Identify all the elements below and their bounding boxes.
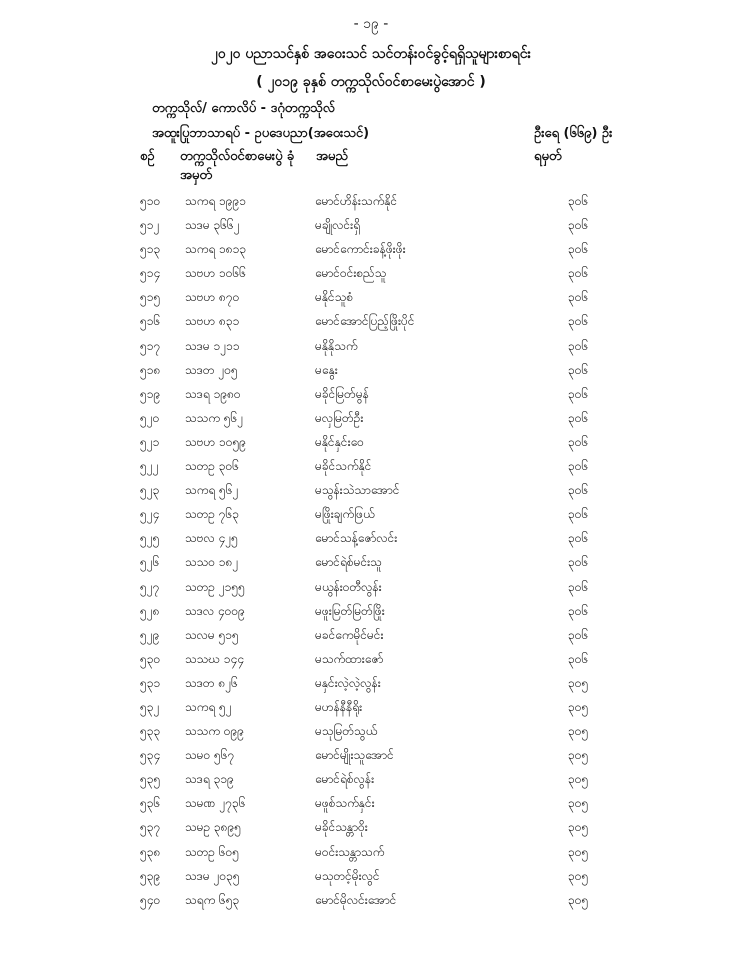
marks-value: ၃၀၅	[568, 724, 589, 739]
table-row	[0, 264, 742, 288]
table-row	[0, 674, 742, 698]
total-count-label: ဦးရေ (၆၆၉) ဦး	[534, 126, 613, 141]
student-name: မောင်ရဲစ်လွန်း	[315, 772, 375, 787]
row-number: ၅၃၅	[140, 772, 161, 787]
roll-number: သဒတ ၂၀၅	[185, 362, 238, 377]
row-number: ၅၃၈	[140, 844, 161, 859]
roll-number: သဒလ ၄၀၀၉	[185, 603, 245, 618]
row-number: ၅၁၃	[140, 242, 161, 257]
row-number: ၅၂၆	[140, 555, 160, 570]
row-number: ၅၂၇	[140, 579, 160, 594]
student-name: မဖြိုးချက်ဖြယ်	[315, 507, 375, 522]
row-number: ၅၁၇	[140, 338, 161, 353]
row-number: ၅၁၄	[140, 266, 161, 281]
page-number: - ၁၉ -	[353, 16, 389, 32]
roll-number: သဗဟ ၁၀၅၉	[185, 434, 247, 449]
marks-value: ၃၀၆	[568, 507, 589, 522]
row-number: ၅၂၈	[140, 603, 160, 618]
marks-value: ၃၀၆	[568, 434, 589, 449]
university-label: တက္ကသိုလ်/ ကောလိပ် - ဒဂုံတက္ကသိုလ်	[152, 101, 335, 116]
row-number: ၅၁၉	[140, 386, 161, 401]
roll-number: သသဝ ၁၈၂	[185, 555, 239, 570]
marks-value: ၃၀၆	[568, 386, 589, 401]
roll-number: သသက ၀၉၉	[185, 724, 245, 739]
row-number: ၅၃၉	[140, 868, 161, 883]
marks-value: ၃၀၆	[568, 651, 589, 666]
table-row	[0, 216, 742, 240]
marks-value: ၃၀၆	[568, 410, 589, 425]
row-number: ၅၁၈	[140, 362, 161, 377]
table-row	[0, 818, 742, 842]
student-name: မခင်ကေမိုင်မင်း	[315, 627, 384, 642]
student-name: မသွန်းသဲသာအောင်	[315, 483, 400, 498]
roll-number: သကရ ၁၉၉၁	[185, 194, 247, 208]
row-number: ၅၃၇	[140, 820, 161, 835]
student-name: မခိုင်မြတ်မွန်	[315, 386, 369, 401]
row-number: ၅၂၃	[140, 483, 160, 498]
row-number: ၅၃၆	[140, 796, 161, 811]
roll-number: သဗလ ၄၂၅	[185, 531, 238, 546]
marks-value: ၃၀၆	[568, 627, 589, 642]
marks-value: ၃၀၆	[568, 218, 589, 233]
row-number: ၅၂၅	[140, 531, 160, 546]
roll-number: သကရ ၁၈၁၃	[185, 242, 247, 257]
row-number: ၅၂၁	[140, 434, 160, 449]
table-row	[0, 602, 742, 626]
table-row	[0, 578, 742, 602]
column-header-no: စဉ်	[140, 149, 155, 164]
marks-value: ၃၀၅	[568, 868, 589, 883]
table-row	[0, 505, 742, 529]
roll-number: သလမ ၅၁၅	[185, 627, 239, 642]
column-header-name: အမည်	[316, 149, 348, 164]
column-header-roll: တက္ကသိုလ်ဝင်စာမေးပွဲ ခုံအမှတ်	[180, 149, 295, 183]
student-name: မဟန်နီနီရိုး	[315, 699, 363, 714]
student-name: မနိုင်သူစံ	[315, 290, 354, 305]
marks-value: ၃၀၅	[568, 892, 589, 907]
table-row	[0, 192, 742, 216]
marks-value: ၃၀၆	[568, 290, 589, 305]
marks-value: ၃၀၆	[568, 555, 589, 570]
student-name: မောင်မျိုးသူအောင်	[315, 748, 394, 763]
roll-number: သမဏ ၂၇၃၆	[185, 796, 246, 811]
table-row	[0, 433, 742, 457]
table-row	[0, 770, 742, 794]
student-name: မဖူးမြတ်မြတ်ဖြိုး	[315, 603, 385, 618]
table-row	[0, 891, 742, 915]
roll-number: သဒရ ၁၉၈၀	[185, 386, 241, 401]
student-name: မလှမြတ်ဦး	[315, 410, 364, 425]
student-name: မခိုင်သန္တာဝိုး	[315, 820, 368, 835]
student-name: မောင်အောင်ပြည့်ဖြိုးပိုင်	[315, 314, 415, 329]
roll-number: သတဥ ၃၀၆	[185, 459, 240, 474]
marks-value: ၃၀၅	[568, 675, 589, 690]
roll-number: သမဥ ၃၈၉၅	[185, 820, 242, 835]
roll-number: သဒမ ၃၆၆၂	[185, 218, 240, 233]
major-label: အထူးပြုဘာသာရပ် - ဥပဒေပညာ(အဝေးသင်)	[152, 126, 370, 141]
marks-value: ၃၀၆	[568, 531, 589, 546]
roll-number: သဗဟ ၁၀၆၆	[185, 266, 247, 281]
roll-number: သတဥ ၇၆၃	[185, 507, 240, 522]
student-name: မနှင်းလဲ့လဲ့လွန်း	[315, 675, 381, 690]
marks-value: ၃၀၆	[568, 242, 589, 257]
marks-value: ၃၀၆	[568, 483, 589, 498]
roll-number: သသဃ ၁၄၄	[185, 651, 244, 666]
student-name: မနိုနိုသက်	[315, 338, 358, 353]
row-number: ၅၂၉	[140, 627, 160, 642]
document-title: ၂၀၂၀ ပညာသင်နှစ် အဝေးသင် သင်တန်းဝင်ခွင့်ရရှိသူများစာရင်း	[210, 46, 532, 62]
marks-value: ၃၀၆	[568, 338, 589, 353]
roll-number: သမဝ ၅၆၇	[185, 748, 235, 763]
table-row	[0, 385, 742, 409]
table-row	[0, 867, 742, 891]
row-number: ၅၃၄	[140, 748, 161, 763]
student-name: မသုမြတ်သွယ်	[315, 724, 378, 739]
table-row	[0, 553, 742, 577]
marks-value: ၃၀၅	[568, 772, 589, 787]
row-number: ၅၂၂	[140, 459, 159, 474]
column-header-marks: ရမှတ်	[534, 149, 562, 164]
table-row	[0, 481, 742, 505]
table-row	[0, 361, 742, 385]
student-name: မခိုင်သက်နိုင်	[315, 459, 372, 474]
roll-number: သဒမ ၁၂၁၁	[185, 338, 240, 353]
student-name: မနွေး	[315, 362, 338, 377]
student-name: မောင်သန့်ဇော်လင်း	[315, 531, 398, 546]
row-number: ၅၄၀	[140, 892, 161, 907]
table-row	[0, 626, 742, 650]
row-number: ၅၁၅	[140, 290, 161, 305]
row-number: ၅၂၀	[140, 410, 160, 425]
marks-value: ၃၀၅	[568, 748, 589, 763]
table-row	[0, 529, 742, 553]
student-name: မောင်ဟိန်းသက်နိုင်	[315, 194, 398, 208]
student-name: မောင်ဝင်းစည်သူ	[315, 266, 387, 281]
roll-number: သကရ ၅၆၂	[185, 483, 239, 498]
row-number: ၅၃၃	[140, 724, 161, 739]
student-name: မဝင်းသန္တာသက်	[315, 844, 385, 859]
roll-number: သကရ ၅၂	[185, 699, 232, 714]
marks-value: ၃၀၆	[568, 579, 589, 594]
row-number: ၅၃၀	[140, 651, 161, 666]
student-name: မသုတင့်မိုးလွင်	[315, 868, 380, 883]
row-number: ၅၁၆	[140, 314, 161, 329]
marks-value: ၃၀၅	[568, 699, 589, 714]
results-list	[0, 192, 742, 915]
roll-number: သဗဟ ၈၃၁	[185, 314, 240, 329]
document-subtitle: ( ၂၀၁၉ ခုနှစ် တက္ကသိုလ်ဝင်စာမေးပွဲအောင် )	[256, 74, 486, 90]
marks-value: ၃၀၆	[568, 194, 589, 208]
roll-number: သရက ၆၅၃	[185, 892, 240, 907]
table-row	[0, 722, 742, 746]
table-row	[0, 794, 742, 818]
student-name: မယွန်းဝတီလွန်း	[315, 579, 382, 594]
row-number: ၅၁၀	[140, 194, 161, 208]
table-row	[0, 650, 742, 674]
roll-number: သဗဟ ၈၇၀	[185, 290, 240, 305]
roll-number: သဒမ ၂၀၃၅	[185, 868, 240, 883]
student-name: မချိုလင်းရှိ	[315, 218, 361, 233]
marks-value: ၃၀၆	[568, 459, 589, 474]
marks-value: ၃၀၅	[568, 844, 589, 859]
roll-number: သဒရ ၃၁၉	[185, 772, 234, 787]
roll-number: သတဥ ၆၀၅	[185, 844, 240, 859]
row-number: ၅၃၂	[140, 699, 160, 714]
table-row	[0, 843, 742, 867]
row-number: ၅၂၄	[140, 507, 160, 522]
table-row	[0, 312, 742, 336]
student-name: မနိုင်နှင်းဝေ	[315, 434, 364, 449]
marks-value: ၃၀၆	[568, 603, 589, 618]
table-row	[0, 746, 742, 770]
row-number: ၅၁၂	[140, 218, 160, 233]
student-name: မောင်ရဲစ်မင်းသူ	[315, 555, 382, 570]
roll-number: သတဥ ၂၁၅၅	[185, 579, 245, 594]
table-row	[0, 337, 742, 361]
table-row	[0, 698, 742, 722]
marks-value: ၃၀၆	[568, 266, 589, 281]
student-name: မဖူစ်သက်နှင်း	[315, 796, 375, 811]
marks-value: ၃၀၆	[568, 362, 589, 377]
marks-value: ၃၀၅	[568, 796, 589, 811]
table-row	[0, 240, 742, 264]
table-row	[0, 288, 742, 312]
roll-number: သဒတ ၈၂၆	[185, 675, 238, 690]
marks-value: ၃၀၆	[568, 314, 589, 329]
row-number: ၅၃၁	[140, 675, 161, 690]
student-name: မောင်ကောင်းခန့်ဖိုးဖိုး	[315, 242, 406, 257]
roll-number: သသက ၅၆၂	[185, 410, 244, 425]
student-name: မသက်ထားဇော်	[315, 651, 384, 666]
table-row	[0, 457, 742, 481]
marks-value: ၃၀၅	[568, 820, 589, 835]
table-row	[0, 409, 742, 433]
student-name: မောင်မိုလင်းအောင်	[315, 892, 397, 907]
